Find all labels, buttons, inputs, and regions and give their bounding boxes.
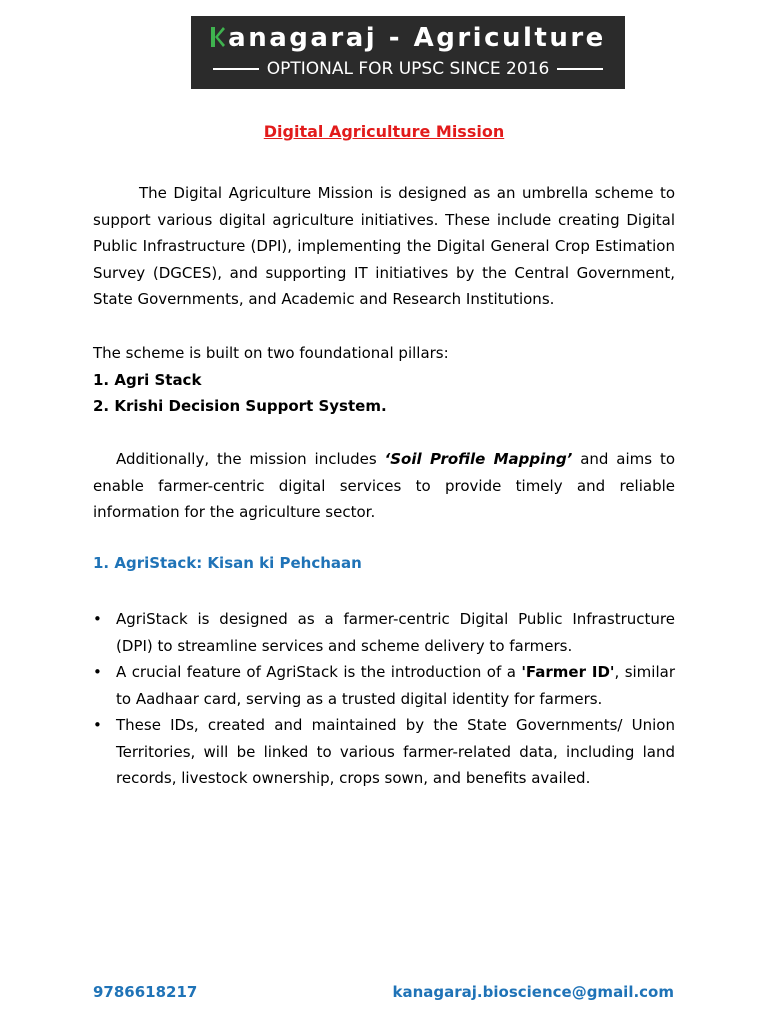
footer-phone: 9786618217 (93, 983, 198, 1001)
bullet-text-cont: , similar to Aadhaar card, serving as a trusted digital identity for farmers. (116, 663, 675, 708)
brand-logo (191, 23, 625, 53)
brand-name: anagaraj - Agriculture (228, 23, 606, 53)
header-banner (191, 16, 625, 89)
k-logo-icon (210, 26, 226, 48)
bullet-icon: • (93, 610, 102, 628)
bullet-icon: • (93, 663, 102, 681)
bullet-text: These IDs, created and maintained by the State Governments/ Union Territories, will be linked to various farmer-related data, including land records, livestock ownership, crops sown, and benefits availed. (116, 716, 675, 787)
intro-paragraph: The Digital Agriculture Mission is designed as an umbrella scheme to support various digital agriculture initiatives. These include creating Digital Public Infrastructure (DPI), implementing the Digital General Crop Estimation Survey (DGCES), and supporting IT initiatives by the Central Government, State Governments, and Academic and Research Institutions. (93, 184, 675, 308)
list-item (93, 659, 675, 712)
soil-profile-mapping: ‘Soil Profile Mapping’ (384, 450, 573, 468)
bullet-list (93, 606, 675, 792)
additional-text-cont: and aims to enable farmer-centric digital services to provide timely and reliable information for the agriculture sector. (93, 450, 675, 521)
additional-text: Additionally, the mission includes (116, 450, 385, 468)
pillar-item: 1. Agri Stack (93, 370, 202, 389)
bullet-text: AgriStack is designed as a farmer-centric Digital Public Infrastructure (DPI) to streamline services and scheme delivery to farmers. (116, 610, 675, 655)
additional-paragraph (93, 446, 675, 526)
list-item (93, 712, 675, 792)
pillars-intro: The scheme is built on two foundational pillars: (93, 344, 449, 362)
bullet-icon: • (93, 716, 102, 734)
pillars-block (93, 340, 675, 420)
tagline-rule-left (213, 68, 259, 70)
tagline (191, 59, 625, 79)
farmer-id-term: 'Farmer ID' (521, 663, 615, 681)
bullet-text: A crucial feature of AgriStack is the introduction of a (116, 663, 522, 681)
list-item (93, 606, 675, 659)
footer-email: kanagaraj.bioscience@gmail.com (392, 983, 674, 1001)
tagline-text: OPTIONAL FOR UPSC SINCE 2016 (266, 59, 550, 79)
section-heading: 1. AgriStack: Kisan ki Pehchaan (93, 554, 362, 572)
document-title: Digital Agriculture Mission (263, 122, 505, 141)
tagline-rule-right (557, 68, 603, 70)
pillar-item: 2. Krishi Decision Support System. (93, 397, 387, 415)
